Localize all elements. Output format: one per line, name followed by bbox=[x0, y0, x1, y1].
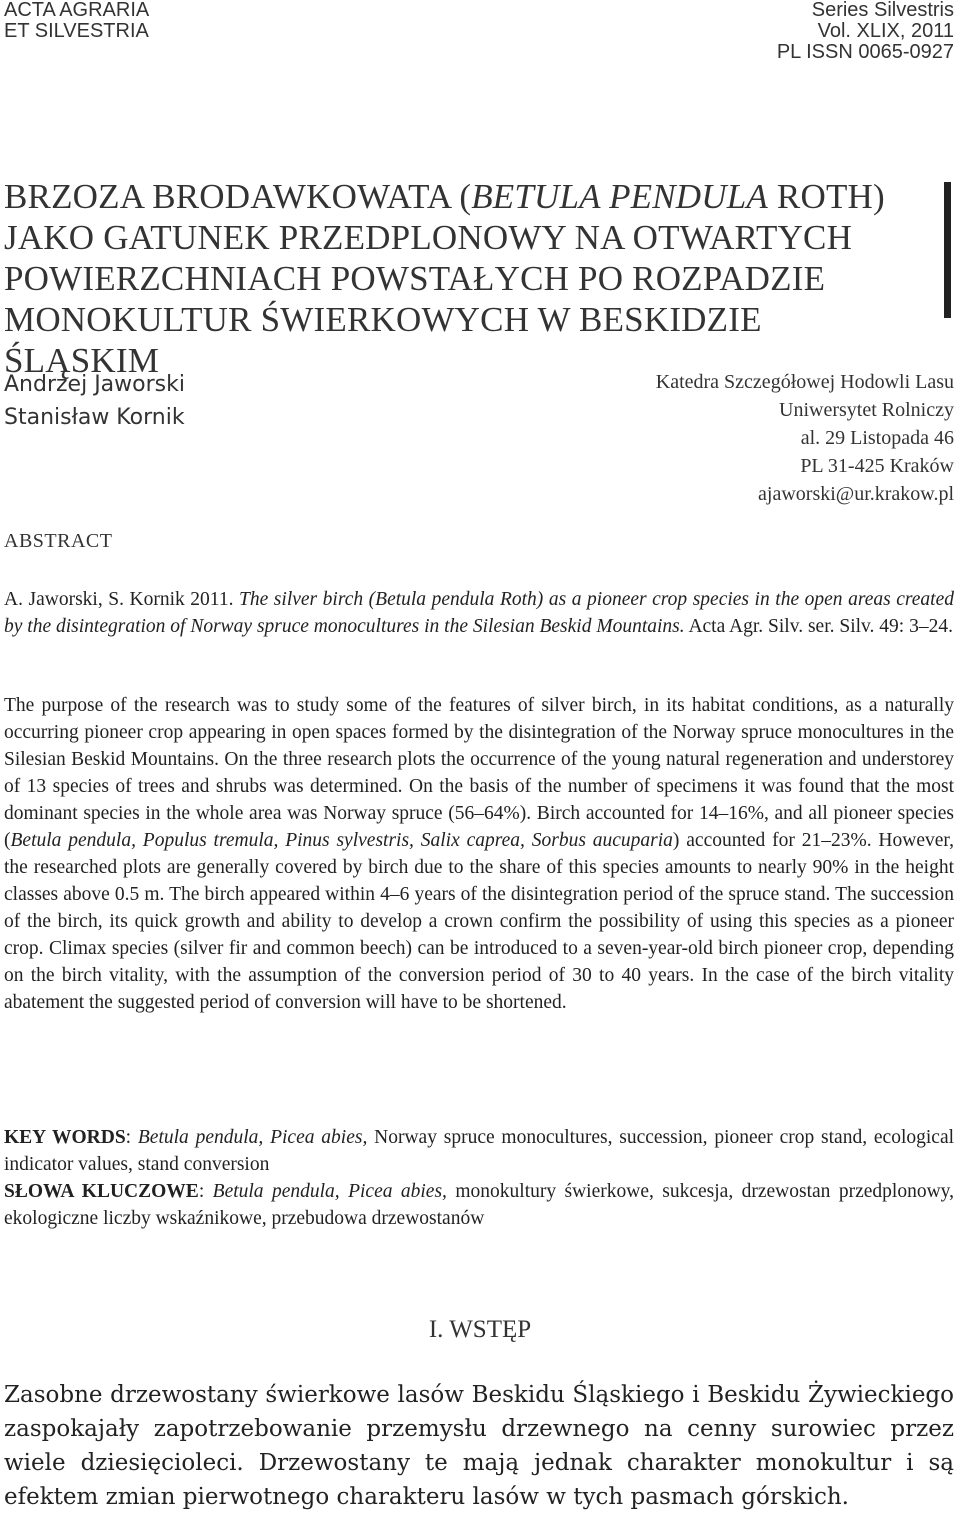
title-line-1: BRZOZA BRODAWKOWATA (BETULA PENDULA ROTH) bbox=[4, 177, 885, 216]
citation-title: The silver birch (Betula pendula Roth) as a pioneer crop species in the open areas created by the disintegration of Norway spruce monocultures in the Silesian Beskid Mountains. bbox=[4, 589, 954, 637]
intro-paragraph: Zasobne drzewostany świerkowe lasów Beskidu Śląskiego i Beskidu Żywieckiego zaspokajały zapotrzebowanie przemysłu drzewnego na cenny surowiec przez wiele dziesięcioleci. Drzewostany te mają jednak charakter monokultur i są efektem zmian pierwotnego charakteru lasów w tych pasmach górskich. bbox=[4, 1382, 954, 1510]
title-species-name: BETULA PENDULA bbox=[471, 177, 768, 216]
author-1: Andrzej Jaworski bbox=[4, 372, 185, 397]
title-line-2: JAKO GATUNEK PRZEDPLONOWY NA OTWARTYCH bbox=[4, 218, 853, 257]
keywords-en: KEY WORDS: Betula pendula, Picea abies, Norway spruce monocultures, succession, pioneer crop stand, ecological indicator values, stand conversion bbox=[4, 1127, 955, 1175]
journal-name bbox=[4, 0, 149, 42]
citation-authors: A. Jaworski, S. Kornik 2011. bbox=[4, 589, 234, 610]
keywords bbox=[4, 1124, 954, 1232]
volume-info: Vol. XLIX, 2011 bbox=[817, 20, 954, 42]
keywords-pl: SŁOWA KLUCZOWE: Betula pendula, Picea abies, monokultury świerkowe, sukcesja, drzewostan przedplonowy, ekologiczne liczby wskaźnikowe, przebudowa drzewostanów bbox=[4, 1181, 955, 1229]
author-2: Stanisław Kornik bbox=[4, 405, 185, 430]
abstract-heading: ABSTRACT bbox=[4, 530, 113, 552]
affiliation-university: Uniwersytet Rolniczy bbox=[779, 399, 954, 421]
keywords-pl-label: SŁOWA KLUCZOWE bbox=[4, 1181, 199, 1202]
keywords-en-label: KEY WORDS bbox=[4, 1127, 126, 1148]
title-line-3: POWIERZCHNIACH POWSTAŁYCH PO ROZPADZIE bbox=[4, 259, 826, 298]
paper-title bbox=[4, 176, 904, 381]
title-accent-bar bbox=[944, 182, 951, 318]
author-list bbox=[4, 368, 185, 434]
affiliation-city: PL 31-425 Kraków bbox=[800, 455, 954, 477]
affiliation-department: Katedra Szczegółowej Hodowli Lasu bbox=[655, 371, 954, 393]
journal-name-line1: ACTA AGRARIA bbox=[4, 0, 150, 21]
issn: PL ISSN 0065-0927 bbox=[776, 41, 954, 63]
journal-name-line2: ET SILVESTRIA bbox=[4, 20, 149, 42]
title-line-4: MONOKULTUR ŚWIERKOWYCH W BESKIDZIE ŚLĄSKIM bbox=[4, 300, 762, 380]
author-email[interactable]: ajaworski@ur.krakow.pl bbox=[758, 483, 954, 505]
series-name: Series Silvestris bbox=[811, 0, 954, 21]
citation-source: Acta Agr. Silv. ser. Silv. 49: 3–24. bbox=[688, 616, 953, 637]
section-heading: I. WSTĘP bbox=[428, 1316, 532, 1343]
affiliation bbox=[656, 368, 954, 508]
abstract-text: The purpose of the research was to study some of the features of silver birch, in its habitat conditions, as a naturally occurring pioneer crop appearing in open spaces formed by the disintegration of the Norway spruce monocultures in the Silesian Beskid Mountains. On the three research plots the occurrence of the young natural regeneration and understorey of 13 species of trees and shrubs was determined. On the basis of the number of specimens it was found that the most dominant species in the whole area was Norway spruce (56–64%). Birch accounted for 14–16%, and all pioneer species (Betula pendula, Populus tremula, Pinus sylvestris, Salix caprea, Sorbus aucuparia) accounted for 21–23%. However, the researched plots are generally covered by birch due to the share of this species amounts to nearly 90% in the height classes above 0.5 m. The birch appeared within 4–6 years of the disintegration period of the spruce stand. The succession of the birch, its quick growth and ability to develop a crown confirm the possibility of using this species as a pioneer crop. Climax species (silver fir and common beech) can be introduced to a seven-year-old birch pioneer crop, depending on the birch vitality, with the assumption of the conversion period of 30 to 40 years. In the case of the birch vitality abatement the suggested period of conversion will have to be shortened. bbox=[4, 695, 954, 1013]
species-list: Betula pendula, Populus tremula, Pinus sylvestris, Salix caprea, Sorbus aucuparia bbox=[10, 830, 673, 851]
affiliation-street: al. 29 Listopada 46 bbox=[800, 427, 954, 449]
journal-info bbox=[777, 0, 954, 63]
abstract-citation bbox=[4, 586, 954, 640]
